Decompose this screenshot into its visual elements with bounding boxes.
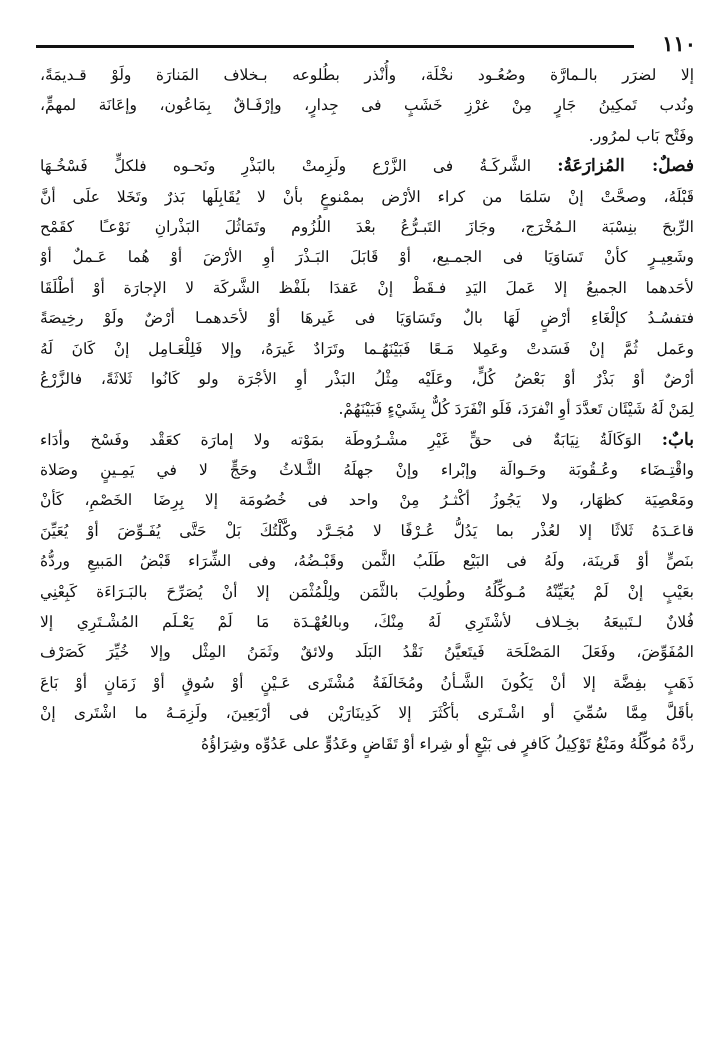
line-text: بأقَلَّ مِمَّا سُمِّيَ أو اشْـتَرى بأكْثَرَ إلا كَدِينَارَيْن فى أرْبَعِينَ، ولَزِمَـهُ ما اشْتَرى إنْ: [40, 704, 694, 723]
text-line: [40, 637, 694, 667]
text-line: [40, 425, 694, 455]
line-text: قاعَـدَهُ ثَلاثًا إلا لعُذْر بما يَدُلُّ عُـرْفًا لا مُجَـرَّد وكَّلْتُكَ بَلْ حَتَّى يُفَـوِّضَ أوْ يُعَيِّنَ: [40, 521, 694, 540]
line-text: فُلانٌ لـتَبيعَهُ بخِـلاف لأشْتَرِي لَهُ مِنْكَ، وبالعُهْـدَة مَا لَمْ يَعْـلَم المُشْـتَرِي إلا: [40, 613, 694, 632]
text-line: [40, 455, 694, 485]
text-line: [40, 151, 694, 181]
line-text: بنَصٍّ أوْ قَرينَة، ولَهُ فى البَيْع طَلَبُ الثَّمن وقَبْـضُهُ، وفى الشِّرَاء قَبْضُ المَبيعِ وردُّهُ: [40, 552, 694, 571]
text-line: [40, 182, 694, 212]
text-line: [40, 577, 694, 607]
text-line: [40, 668, 694, 698]
line-text: ونُدب تَمكِينُ جَارٍ مِنْ غرْزِ خَشَبٍ فى جِدارٍ، وإرْفَـاقٌ بِمَاعُون، وإعَانَة لمهمٍّ،: [40, 96, 694, 115]
section-heading: فصلٌ: المُزارَعَةُ:: [557, 156, 694, 177]
line-text: وفَتْح بَاب لمرُور.: [588, 126, 694, 145]
text-line: [40, 546, 694, 576]
text-line: [40, 212, 694, 242]
line-text: إلا لضرَر بالـمارَّة وصُعُـود نخْلَة، وأُنْذر بطُلوعه بـخلاف المَنارَة ولَوْ قـديمَةً،: [40, 66, 694, 84]
header-rule: [36, 45, 634, 48]
text-line: [40, 121, 694, 151]
page-body: [40, 60, 694, 759]
text-line: [40, 516, 694, 546]
line-text: واقْتِـضَاء وعُـقُوبَة وحَـوالَة وإبْراء وإنْ جهلَهُ الثَّـلاثُ وحَجٍّ لا في يَمِـينٍ وصَلاة: [40, 461, 694, 480]
line-text: لِمَنْ لَهُ شَيْئَان تَعدَّدَ أوِ انْفرَدَ، فَلَو انْفَرَدَ كُلٌّ بِشَيْءٍ فَبَيْنَهُمْ.: [338, 400, 694, 419]
line-text: ومَعْصِيَة كظهَار، ولا يَجُوزُ أكْثـرُ مِنْ واحد فى خُصُومَة إلا بِرِضَا الخَصْمِ، كَأنْ: [40, 491, 694, 510]
line-text: الوَكَالَةُ نِيَابَةٌ فى حقٍّ غَيْرِ مشْـرُوطَة بمَوْته ولا إمارَة كعَقْد وفَسْخ وأدَاء: [40, 430, 642, 449]
text-line: [40, 394, 694, 424]
line-text: لأحَدهما الجميعُ إلا عَملَ اليَدِ فـقَطْ إنْ عَقدَا بلَفْظ الشَّركَة لا الإجارَة أوْ أطْلَقَا: [40, 278, 694, 297]
paragraph: [40, 425, 694, 759]
text-line: [40, 334, 694, 364]
paragraph: [40, 151, 694, 425]
line-text: قَبْلَهُ، وصحَّتْ إنْ سَلمَا من كراء الأرْض بممْنوعٍ بأنْ لا يُقَابِلَها بَذرٌ وتَخَلا علَى أنَّ: [40, 187, 694, 206]
text-line: [40, 729, 694, 759]
page-number: ١١٠: [662, 31, 696, 56]
text-line: [40, 303, 694, 333]
paragraph: [40, 60, 694, 151]
text-line: [40, 60, 694, 90]
line-text: المُفَوِّضَ، وفَعَلَ المَصْلَحَة فَيتَعيَّنُ نَقْدُ البَلَد ولائقٌ وثَمَنُ المِثْل وإلا خُيِّرَ كَصَرْف: [40, 643, 694, 662]
line-text: وعَمل ثُمَّ إنْ فَسَدتْ وعَمِلا مَـعًا فَبَيْنَهُـما وتَرَادٌ غَيرَهُ، وإلا فَلِلْعَـامِل إنْ كَانَ لَهُ: [40, 339, 694, 358]
text-line: [40, 698, 694, 728]
line-text: أرْضٌ أوْ بَذْرٌ أوْ بَعْضُ كُلٍّ، وعَلَيْه مِثْلُ البَذْر أوِ الأجْرَة ولو كَانُوا ثَلاثَةً، فالزَّرْعُ: [40, 369, 694, 388]
section-heading: بابٌ:: [661, 429, 694, 450]
line-text: ذَهَبٍ بفِضَّة إلا أنْ يَكُونَ الشَّـأنُ ومُخَالَفَةُ مُشْتَرى عَـيْنٍ أوْ سُوقٍ أوْ زَمَانٍ أوْ بَاعَ: [40, 673, 694, 692]
line-text: الرِّبحَ بنِسْبَة الـمُخْرَج، وجَازَ التَبـرُّعُ بعْدَ اللُزُوم وتَمَاثُلَ البَذْرانِ نَوْعـًا كقَمْح: [40, 217, 694, 236]
page-header: [36, 30, 696, 58]
line-text: بعَيْبٍ إنْ لَمْ يُعَيِّنْهُ مُـوكِّلُهُ وطُولِبَ بالثَّمَن ولِلْمُثْمَن إلا أنْ يُصَرِّحَ بالبَـرَاءَة كَبِعْنِي: [40, 582, 694, 601]
line-text: ردَّهُ مُوكِّلُهُ ومَنْعُ تَوْكِيلُ كَافرٍ فى بَيْعٍ أو شِراء أوْ تَقَاضٍ وعَدُوٍّ على عَدُوِّه وشِرَاؤُهُ: [201, 734, 694, 753]
text-line: [40, 607, 694, 637]
text-line: [40, 485, 694, 515]
text-line: [40, 364, 694, 394]
line-text: الشَّركَـةُ فى الزَّرْع ولَزِمتْ بالبَذْرِ ونَحـوه فلكلٍّ فَسْخُـهَا: [40, 157, 531, 176]
line-text: وشَعِيـرٍ كأنْ تَسَاوَيَا فى الجمـيع، أوْ قَابَلَ البَـذْرَ أوِ الأرْضَ أوْ هُما عَـملٌ أوْ: [40, 248, 694, 267]
text-line: [40, 90, 694, 120]
text-line: [40, 273, 694, 303]
line-text: فتفسُـدُ كإلْغَاءِ أرْضٍ لَهَا بالٌ وتَسَاوَيَا فى غَيرهَا أوْ لأحَدهمـا أرْضٌ ولَوْ رخِيصَةً: [40, 309, 694, 328]
text-line: [40, 242, 694, 272]
